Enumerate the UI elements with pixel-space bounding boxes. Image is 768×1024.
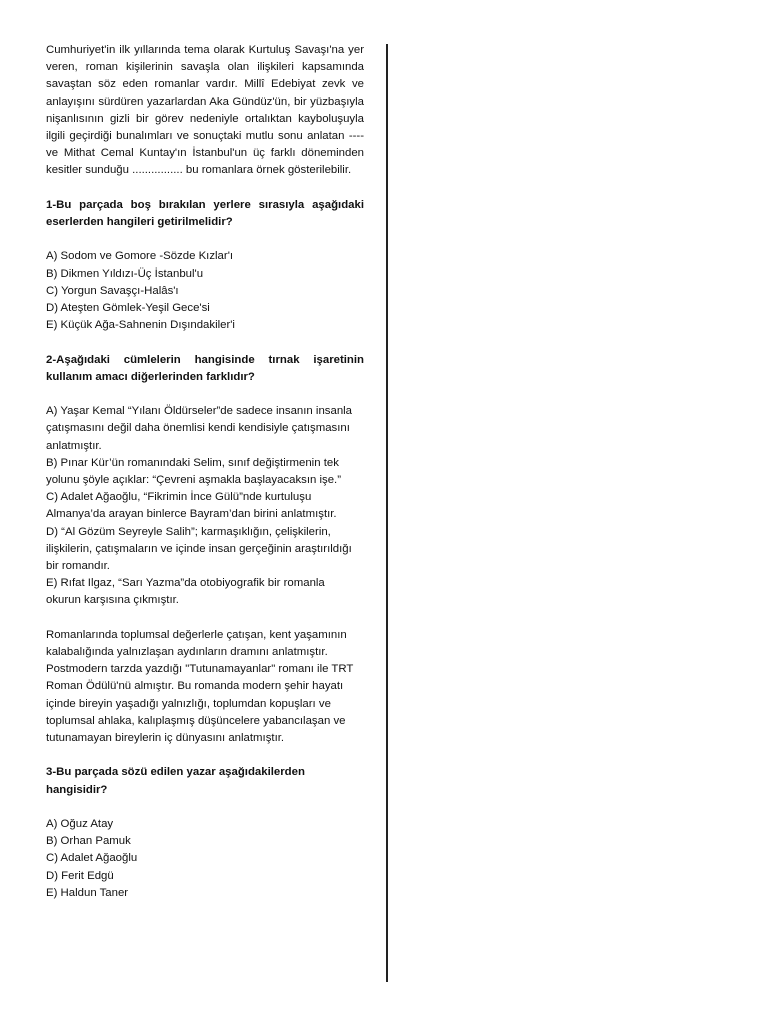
question-3: 3-Bu parçada sözü edilen yazar aşağıdakilerden hangisidir?	[46, 766, 305, 796]
q3-option-b[interactable]: B) Orhan Pamuk	[46, 835, 131, 848]
spacer	[46, 747, 364, 764]
passage-3-line: tutunamayan bireylerin iç dünyasını anlatmıştır.	[46, 732, 285, 745]
q2-option-d-line[interactable]: ilişkilerin, çatışmaların ve içinde insan gerçeğinin araştırıldığı	[46, 542, 352, 555]
q3-option-c[interactable]: C) Adalet Ağaoğlu	[46, 852, 138, 865]
spacer	[46, 610, 364, 627]
spacer	[46, 180, 364, 197]
question-1-options	[46, 248, 364, 334]
q2-option-c-line[interactable]: C) Adalet Ağaoğlu, “Fikrimin İnce Gülü”nde kurtuluşu	[46, 491, 312, 504]
passage-3-line: Romanlarında toplumsal değerlerle çatışan, kent yaşamının	[46, 628, 347, 641]
q3-option-e[interactable]: E) Haldun Taner	[46, 886, 129, 899]
q2-option-e-line[interactable]: okurun karşısına çıkmıştır.	[46, 594, 179, 607]
spacer	[46, 231, 364, 248]
spacer	[46, 386, 364, 403]
q2-option-b-line[interactable]: yolunu şöyle açıklar: “Çevreni aşmakla başlayacaksın işe.”	[46, 474, 342, 487]
left-column	[46, 42, 364, 902]
q2-option-b-line[interactable]: B) Pınar Kür’ün romanındaki Selim, sınıf değiştirmenin tek	[46, 456, 339, 469]
q3-option-d[interactable]: D) Ferit Edgü	[46, 869, 114, 882]
q3-option-a[interactable]: A) Oğuz Atay	[46, 818, 114, 831]
q1-option-d[interactable]: D) Ateşten Gömlek-Yeşil Gece'si	[46, 302, 210, 315]
q1-option-c[interactable]: C) Yorgun Savaşçı-Halâs'ı	[46, 284, 179, 297]
passage-3-line: Roman Ödülü'nü almıştır. Bu romanda modern şehir hayatı	[46, 680, 344, 693]
column-divider	[386, 44, 388, 982]
passage-3-line: toplumsal ahlaka, kalıplaşmış düşüncelere yabancılaşan ve	[46, 714, 346, 727]
question-3-options	[46, 816, 364, 902]
question-1: 1-Bu parçada boş bırakılan yerlere sırasıyla aşağıdaki eserlerden hangileri getirilmelidir?	[46, 198, 364, 229]
q2-option-a-line[interactable]: çatışmasını değil daha önemlisi kendi kendisiyle çatışmasını	[46, 422, 350, 435]
q2-option-d-line[interactable]: bir romandır.	[46, 560, 110, 573]
passage-3	[46, 627, 364, 747]
spacer	[46, 334, 364, 351]
q2-option-a-line[interactable]: anlatmıştır.	[46, 439, 102, 452]
q1-option-b[interactable]: B) Dikmen Yıldızı-Üç İstanbul'u	[46, 267, 204, 280]
spacer	[46, 799, 364, 816]
q2-option-e-line[interactable]: E) Rıfat Ilgaz, “Sarı Yazma”da otobiyografik bir romanla	[46, 577, 325, 590]
q2-option-c-line[interactable]: Almanya’da arayan binlerce Bayram’dan birini anlatmıştır.	[46, 508, 337, 521]
q1-option-a[interactable]: A) Sodom ve Gomore -Sözde Kızlar'ı	[46, 250, 234, 263]
q2-option-a-line[interactable]: A) Yaşar Kemal “Yılanı Öldürseler”de sadece insanın insanla	[46, 405, 353, 418]
question-2: 2-Aşağıdaki cümlelerin hangisinde tırnak işaretinin kullanım amacı diğerlerinden farklıdır?	[46, 353, 364, 383]
question-2-options	[46, 403, 364, 609]
passage-3-line: Postmodern tarzda yazdığı "Tutunamayanlar" romanı ile TRT	[46, 663, 354, 676]
q1-option-e[interactable]: E) Küçük Ağa-Sahnenin Dışındakiler'i	[46, 319, 235, 332]
q2-option-d-line[interactable]: D) “Al Gözüm Seyreyle Salih”; karmaşıklığın, çelişkilerin,	[46, 525, 331, 538]
passage-3-line: kalabalığında yalnızlaşan aydınların dramını anlatmıştır.	[46, 646, 328, 659]
passage-3-line: içinde bireyin yaşadığı yalnızlığı, toplumdan kopuşları ve	[46, 697, 331, 710]
passage-1: Cumhuriyet'in ilk yıllarında tema olarak Kurtuluş Savaşı'na yer veren, roman kişilerinin savaşla olan ilişkileri kapsamında savaştan söz eden romanlar vardır. Millî Edebiyat zevk ve anlayışını sürdüren yazarlardan Aka Gündüz'ün, bir yüzbaşıyla nişanlısının gizli bir görev nedeniyle ortalıktan kayboluşuyla ilgili geçirdiği bunalımları ve sonuçtaki mutlu sonu anlatan ---- ve Mithat Cemal Kuntay'ın İstanbul'un üç farklı döneminden kesitler sunduğu ................ bu romanlara örnek gösterilebilir.	[46, 44, 364, 177]
